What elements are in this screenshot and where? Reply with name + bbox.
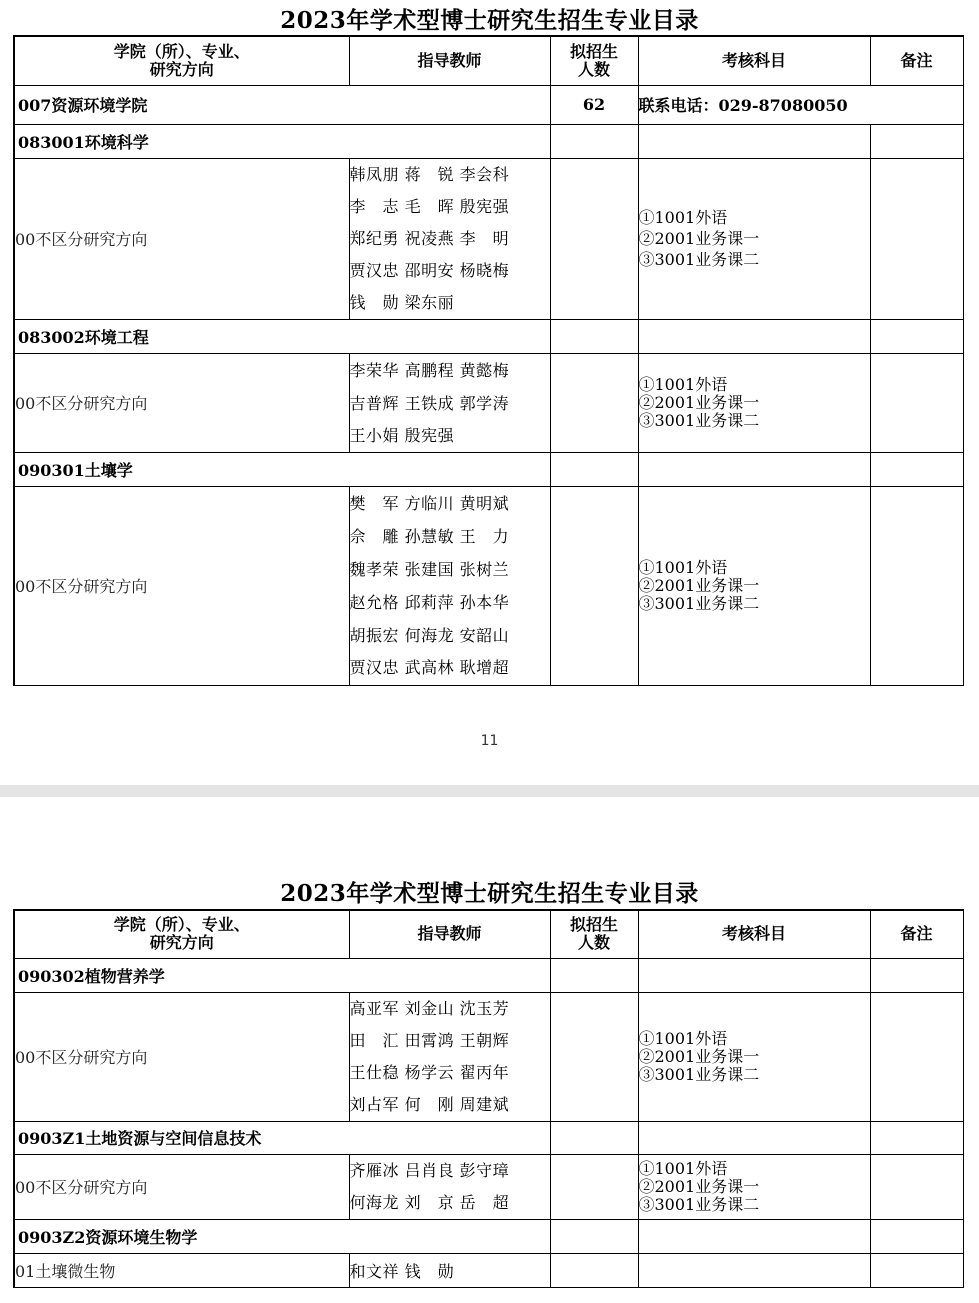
empty-cell bbox=[550, 319, 638, 353]
subject-item: ③3001业务课二 bbox=[638, 1194, 760, 1214]
header-quota bbox=[550, 36, 638, 85]
major-name: 090302植物营养学 bbox=[14, 958, 550, 992]
major-row bbox=[14, 1219, 963, 1253]
empty-cell bbox=[870, 1219, 963, 1253]
advisor-line: 郑纪勇 祝凌燕 李 明 bbox=[349, 228, 510, 248]
subject-item: ②2001业务课一 bbox=[638, 229, 760, 248]
empty-cell bbox=[870, 319, 963, 353]
header-college-major-direction bbox=[14, 36, 349, 85]
subject-item: ③3001业务课二 bbox=[638, 250, 760, 269]
remarks-cell bbox=[870, 353, 963, 452]
header-col3-line2: 人数 bbox=[577, 59, 610, 79]
major-row bbox=[14, 1121, 963, 1154]
major-row bbox=[14, 958, 963, 992]
subject-item: ②2001业务课一 bbox=[638, 575, 760, 595]
header-remarks: 备注 bbox=[870, 36, 963, 85]
empty-cell bbox=[638, 1219, 870, 1253]
advisor-line: 王仕稳 杨学云 翟丙年 bbox=[349, 1062, 510, 1082]
empty-cell bbox=[870, 1121, 963, 1154]
direction-row bbox=[14, 486, 963, 685]
quota-cell bbox=[550, 1154, 638, 1219]
table-header-row bbox=[14, 910, 963, 958]
remarks-cell bbox=[870, 1154, 963, 1219]
advisor-line: 赵允格 邱莉萍 孙本华 bbox=[349, 593, 510, 612]
header-col3-line1: 拟招生 bbox=[569, 41, 618, 61]
advisor-line: 贾汉忠 邵明安 杨晓梅 bbox=[349, 260, 510, 280]
research-direction: 00不区分研究方向 bbox=[14, 158, 349, 319]
header-college-major-direction bbox=[14, 910, 349, 958]
college-row bbox=[14, 85, 963, 124]
empty-cell bbox=[638, 124, 870, 158]
research-direction: 00不区分研究方向 bbox=[14, 353, 349, 452]
empty-cell bbox=[638, 958, 870, 992]
subject-item: ①1001外语 bbox=[638, 557, 728, 577]
advisor-line: 胡振宏 何海龙 安韶山 bbox=[349, 626, 510, 645]
advisor-line: 佘 雕 孙慧敏 王 力 bbox=[349, 527, 510, 546]
subject-item: ③3001业务课二 bbox=[638, 593, 760, 613]
exam-subjects bbox=[638, 992, 870, 1121]
subject-item: ②2001业务课一 bbox=[638, 392, 760, 412]
major-row bbox=[14, 452, 963, 486]
page-title: 2023年学术型博士研究生招生专业目录 bbox=[280, 7, 699, 34]
advisor-line: 魏孝荣 张建国 张树兰 bbox=[349, 560, 510, 579]
empty-cell bbox=[870, 124, 963, 158]
header-exam-subjects: 考核科目 bbox=[638, 910, 870, 958]
advisor-list bbox=[349, 353, 550, 452]
empty-cell bbox=[550, 452, 638, 486]
subject-item: ③3001业务课二 bbox=[638, 1064, 760, 1084]
advisor-line: 韩凤朋 蒋 锐 李会科 bbox=[349, 164, 510, 184]
advisor-line: 和文祥 钱 勋 bbox=[349, 1261, 455, 1281]
catalog-page-2 bbox=[0, 797, 979, 1303]
empty-cell bbox=[550, 1121, 638, 1154]
empty-cell bbox=[870, 958, 963, 992]
advisor-line: 樊 军 方临川 黄明斌 bbox=[349, 494, 510, 513]
major-name: 083002环境工程 bbox=[14, 319, 550, 353]
direction-row bbox=[14, 353, 963, 452]
advisor-line: 刘占军 何 刚 周建斌 bbox=[349, 1094, 510, 1114]
advisor-line: 田 汇 田霄鸿 王朝辉 bbox=[349, 1030, 510, 1050]
research-direction: 00不区分研究方向 bbox=[14, 486, 349, 685]
empty-cell bbox=[550, 1219, 638, 1253]
subject-item: ①1001外语 bbox=[638, 1028, 728, 1048]
quota-cell bbox=[550, 158, 638, 319]
header-exam-subjects: 考核科目 bbox=[638, 36, 870, 85]
advisor-list bbox=[349, 1154, 550, 1219]
research-direction: 01土壤微生物 bbox=[14, 1253, 349, 1287]
page-number: 11 bbox=[480, 733, 499, 749]
subject-item: ②2001业务课一 bbox=[638, 1176, 760, 1196]
header-advisors: 指导教师 bbox=[349, 36, 550, 85]
empty-cell bbox=[870, 452, 963, 486]
advisor-line: 吉普辉 王铁成 郭学涛 bbox=[349, 393, 510, 413]
header-remarks: 备注 bbox=[870, 910, 963, 958]
exam-subjects bbox=[638, 158, 870, 319]
remarks-cell bbox=[870, 992, 963, 1121]
header-col1-line1: 学院（所）、专业、 bbox=[113, 915, 250, 935]
advisor-line: 高亚军 刘金山 沈玉芳 bbox=[349, 998, 510, 1018]
advisor-list bbox=[349, 1253, 550, 1287]
empty-cell bbox=[638, 319, 870, 353]
header-col1-line1: 学院（所）、专业、 bbox=[113, 41, 250, 61]
major-name: 083001环境科学 bbox=[14, 124, 550, 158]
advisor-line: 贾汉忠 武高林 耿增超 bbox=[349, 658, 510, 677]
advisor-line: 李荣华 高鹏程 黄懿梅 bbox=[349, 360, 510, 380]
remarks-cell bbox=[870, 158, 963, 319]
research-direction: 00不区分研究方向 bbox=[14, 992, 349, 1121]
exam-subjects bbox=[638, 486, 870, 685]
direction-row bbox=[14, 1253, 963, 1287]
subject-item: ①1001外语 bbox=[638, 208, 728, 227]
header-advisors: 指导教师 bbox=[349, 910, 550, 958]
subject-item: ③3001业务课二 bbox=[638, 410, 760, 430]
advisor-line: 何海龙 刘 京 岳 超 bbox=[349, 1192, 510, 1212]
header-col1-line2: 研究方向 bbox=[149, 933, 214, 953]
quota-cell bbox=[550, 486, 638, 685]
page-title: 2023年学术型博士研究生招生专业目录 bbox=[280, 880, 699, 907]
subject-item: ①1001外语 bbox=[638, 1158, 728, 1178]
college-name: 007资源环境学院 bbox=[14, 85, 550, 124]
remarks-cell bbox=[870, 486, 963, 685]
research-direction: 00不区分研究方向 bbox=[14, 1154, 349, 1219]
header-col1-line2: 研究方向 bbox=[149, 59, 214, 79]
catalog-table bbox=[13, 909, 964, 1288]
major-name: 0903Z1土地资源与空间信息技术 bbox=[14, 1121, 550, 1154]
header-col3-line1: 拟招生 bbox=[569, 915, 618, 935]
subject-item: ①1001外语 bbox=[638, 374, 728, 394]
advisor-line: 王小娟 殷宪强 bbox=[349, 425, 455, 445]
header-quota bbox=[550, 910, 638, 958]
major-name: 0903Z2资源环境生物学 bbox=[14, 1219, 550, 1253]
quota-cell bbox=[550, 992, 638, 1121]
header-col3-line2: 人数 bbox=[577, 933, 610, 953]
subject-item: ②2001业务课一 bbox=[638, 1046, 760, 1066]
college-quota: 62 bbox=[550, 85, 638, 124]
advisor-line: 齐雁冰 吕肖良 彭守璋 bbox=[349, 1160, 510, 1180]
page-separator bbox=[0, 785, 979, 797]
advisor-list bbox=[349, 486, 550, 685]
quota-cell bbox=[550, 1253, 638, 1287]
advisor-list bbox=[349, 158, 550, 319]
direction-row bbox=[14, 158, 963, 319]
exam-subjects bbox=[638, 1253, 870, 1287]
empty-cell bbox=[638, 452, 870, 486]
direction-row bbox=[14, 992, 963, 1121]
advisor-line: 钱 勋 梁东丽 bbox=[349, 292, 455, 312]
college-phone: 联系电话：029-87080050 bbox=[638, 85, 963, 124]
major-row bbox=[14, 124, 963, 158]
major-row bbox=[14, 319, 963, 353]
exam-subjects bbox=[638, 353, 870, 452]
advisor-list bbox=[349, 992, 550, 1121]
empty-cell bbox=[550, 124, 638, 158]
empty-cell bbox=[550, 958, 638, 992]
remarks-cell bbox=[870, 1253, 963, 1287]
exam-subjects bbox=[638, 1154, 870, 1219]
direction-row bbox=[14, 1154, 963, 1219]
catalog-table bbox=[13, 35, 964, 686]
table-header-row bbox=[14, 36, 963, 85]
empty-cell bbox=[638, 1121, 870, 1154]
quota-cell bbox=[550, 353, 638, 452]
major-name: 090301土壤学 bbox=[14, 452, 550, 486]
advisor-line: 李 志 毛 晖 殷宪强 bbox=[349, 196, 510, 216]
